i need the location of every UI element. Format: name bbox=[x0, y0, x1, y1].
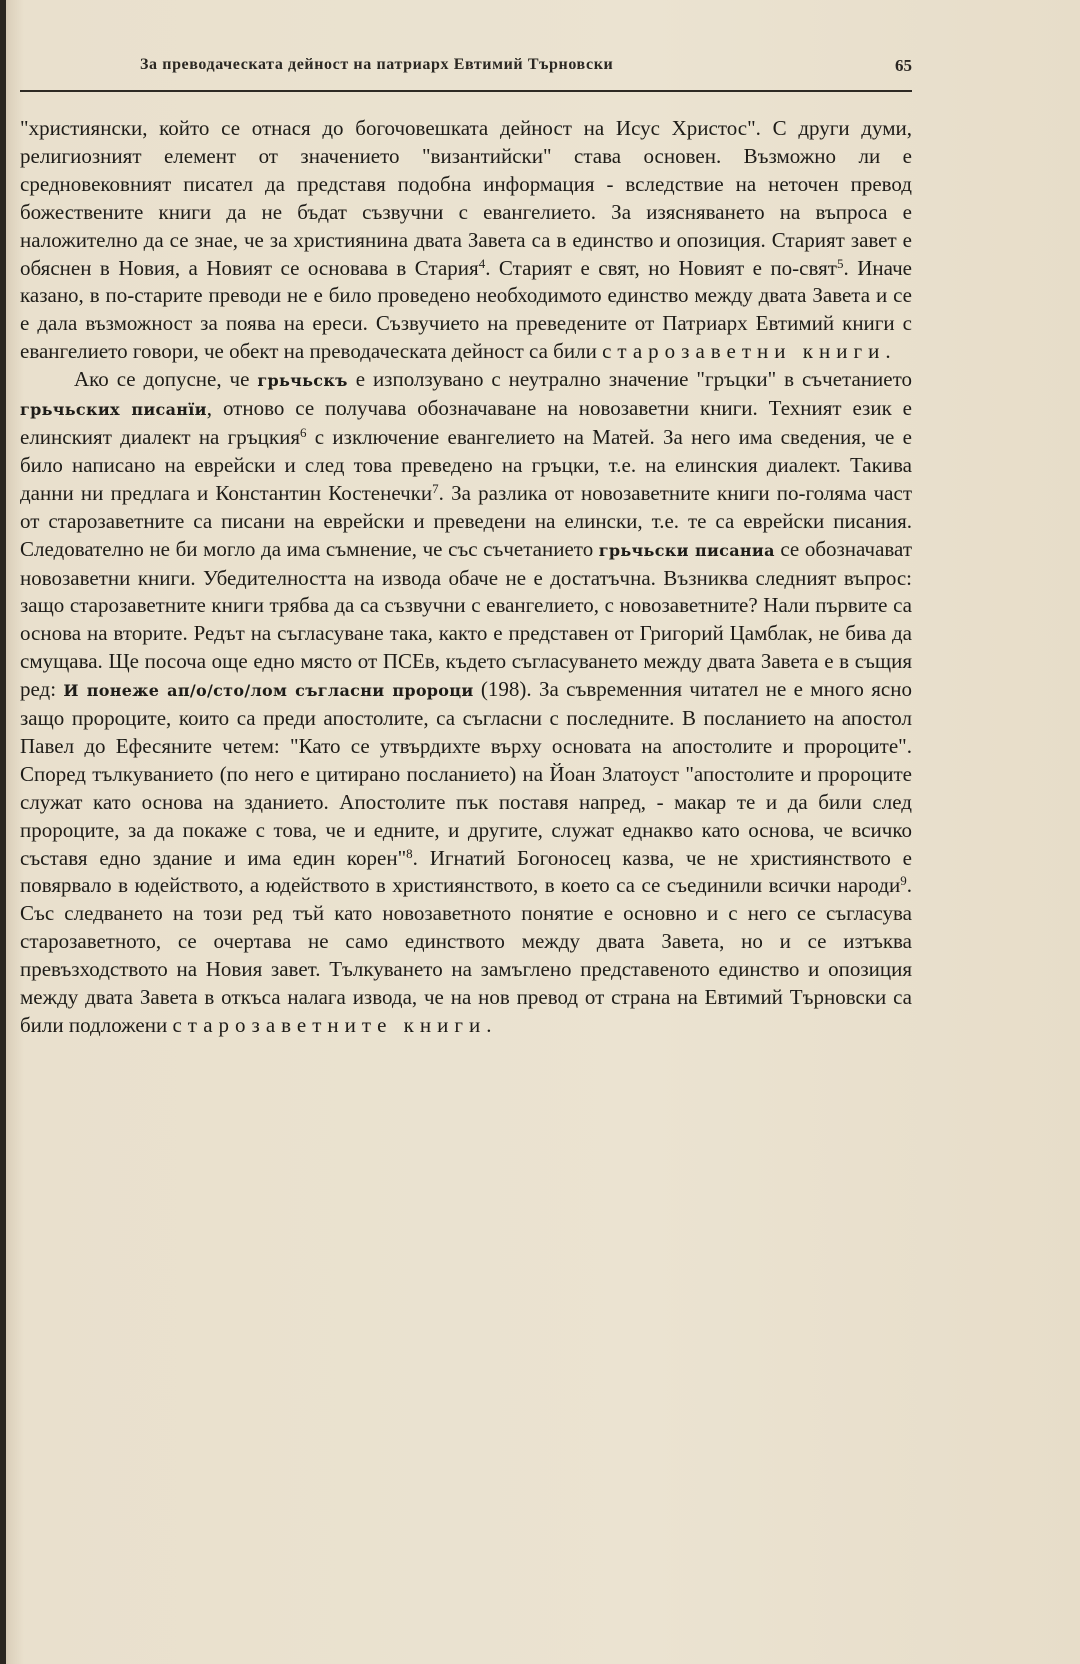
paragraph-1 bbox=[20, 115, 912, 366]
text-run: . Старият е свят, но Новият е по-свят bbox=[485, 255, 837, 280]
footnote-ref-5: 5 bbox=[836, 255, 844, 271]
footnote-ref-8: 8 bbox=[406, 845, 413, 861]
old-slavonic-quote: И понеже ап/о/сто/лом съгласни пророци bbox=[63, 681, 474, 701]
text-run: . Със следването на този ред тъй като новозаветното понятие е основно и с него се съгласува старозаветното, се очертава не само единството между двата Завета, но и се изтъква превъзходството на Новия завет. Тълкуването на замъглено представеното единство и опозиция между двата Завета в откъса налага извода, че на нов превод от страна на Евтимий Търновски са били подложени bbox=[20, 873, 912, 1037]
text-run: . Игнатий Богоносец казва, че не християнството е повярвало в юдейството, а юдейството в християнството, в което са се съединили всички народи bbox=[20, 845, 913, 898]
footnote-ref-4: 4 bbox=[478, 255, 486, 271]
emphasized-phrase: старозаветни книги bbox=[602, 339, 886, 364]
text-run: "християнски, който се отнася до богочовешката дейност на Исус Христос". С други думи, религиозният елемент от значението "византийски" става основен. Възможно ли е средновековният писател да представя подобна информация - вследствие на неточен превод божествените книги да не бъдат съзвучни с евангелието. За изясняването на въпроса е наложително да се знае, че за християнина двата Завета са в единство и опозиция. Старият завет е обяснен в Новия, а Новият се основава в Стария bbox=[20, 116, 912, 280]
running-title: За преводаческата дейност на патриарх Евтимий Търновски bbox=[140, 56, 614, 73]
text-run: . bbox=[885, 339, 891, 364]
text-run: . bbox=[486, 1013, 492, 1037]
text-run: . Иначе казано, в по-старите преводи не е било проведено необходимото единство между двата Завета и се е дала възможност за поява на ереси. Съзвучието на преведените от Патриарх Евтимий книги с евангелието говори, че обект на преводаческата дейност са били bbox=[20, 255, 912, 364]
text-run: . За разлика от новозаветните книги по-голяма част от старозаветните са писани на еврейски и преведени на елински, т.е. те са еврейски писания. Следователно не би могло да има съмнение, че със съчетанието bbox=[20, 480, 913, 561]
old-slavonic-word: грьчьскъ bbox=[257, 371, 348, 391]
text-run: (198). За съвременния читател не е много ясно защо пророците, които са преди апостолите, са съгласни с последните. В посланието на апостол Павел до Ефесяните четем: "Като се утвърдихте върху основата на апостолите и пророците". Според тълкуванието (по него е цитирано посланието) на Йоан Златоуст "апостолите и пророците служат като основа на зданието. Апостолите пък поставя напред, - макар те и да били след пророците, за да покаже с това, че и едните, и другите, служат еднакво като основа, че всичко съставя едно здание и има един корен" bbox=[20, 677, 912, 870]
book-spine-edge bbox=[0, 0, 6, 1664]
footnote-ref-9: 9 bbox=[900, 873, 907, 889]
body-text bbox=[20, 115, 912, 1040]
text-run: с изключение евангелието на Матей. За него има сведения, че е било написано на еврейски и след това преведено на гръцки, т.е. на елинския диалект. Такива данни ни предлага и Константин Костенечки bbox=[20, 424, 913, 505]
old-slavonic-phrase: грьчьски писаниа bbox=[598, 540, 775, 560]
text-run: Ако се допусне, че bbox=[74, 367, 258, 392]
footnote-ref-6: 6 bbox=[300, 424, 307, 440]
emphasized-phrase: старозаветните книги bbox=[172, 1013, 487, 1037]
paragraph-2 bbox=[20, 366, 912, 1040]
text-run: се обозначават новозаветни книги. Убедителността на извода обаче не е достатъчна. Възниква следният въпрос: защо старозаветните книги трябва да са съзвучни с евангелието, с новозаветните? Нали първите са основа на вторите. Редът на съгласуване така, както е представен от Григорий Цамблак, не бива да смущава. Ще посоча още едно място от ПСЕв, където съгласуването между двата Завета е в същия ред: bbox=[20, 536, 912, 702]
text-run: е използувано с неутрално значение "гръцки" в съчетанието bbox=[347, 367, 912, 392]
page-header bbox=[20, 50, 912, 84]
footnote-ref-7: 7 bbox=[432, 480, 439, 496]
page-number: 65 bbox=[895, 56, 912, 75]
header-rule bbox=[20, 90, 912, 92]
text-run: , отново се получава обозначаване на новозаветни книги. Техният език е елинският диалект на гръцкия bbox=[20, 396, 912, 449]
old-slavonic-phrase: грьчьских писанїи bbox=[20, 400, 207, 420]
